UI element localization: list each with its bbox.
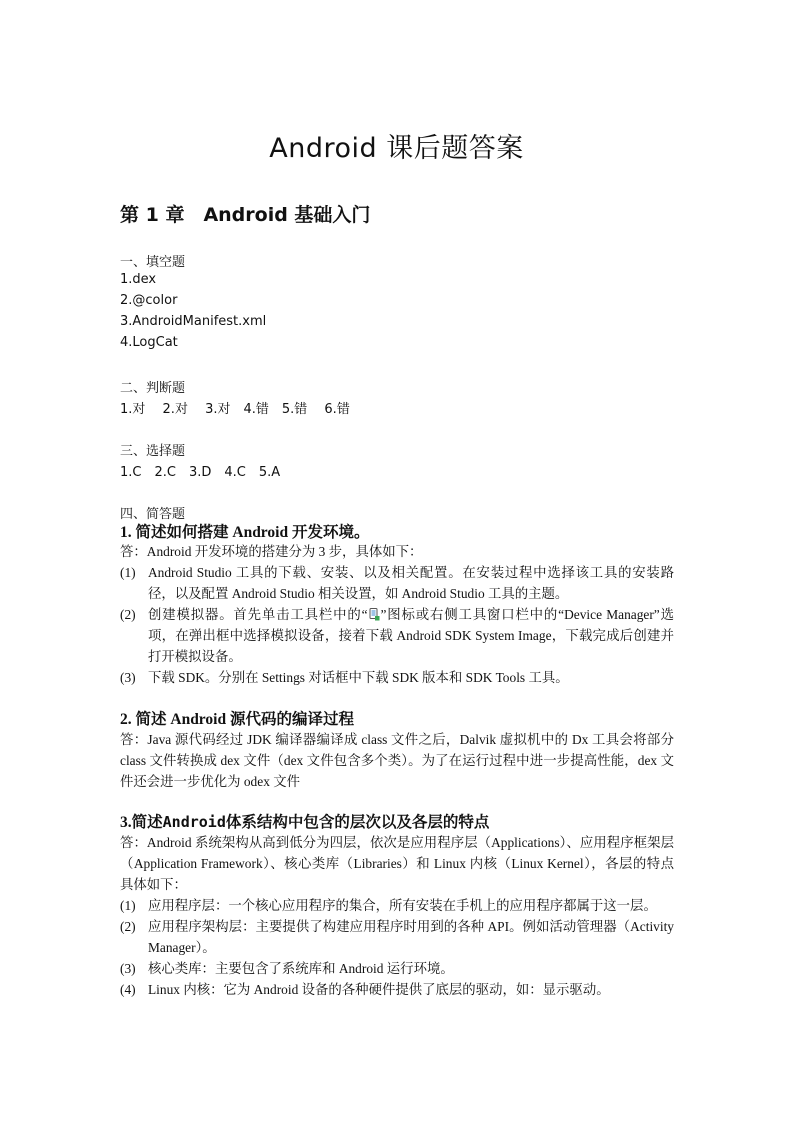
section-heading-short-answer: 四、简答题 [120, 507, 186, 522]
question-3-item-2 [120, 916, 674, 958]
device-manager-icon [369, 608, 380, 621]
question-1-intro: 答：Android 开发环境的搭建分为 3 步，具体如下： [120, 544, 423, 559]
title-code: Android [162, 813, 226, 831]
title-suffix: 体系结构中包含的层次以及各层的特点 [225, 814, 490, 831]
question-1-item-2 [120, 604, 674, 667]
section-heading-fill-blank: 一、填空题 [120, 255, 186, 270]
question-1-item-3 [120, 667, 674, 688]
item-number: (4) [120, 982, 136, 997]
item-text: 应用程序层：一个核心应用程序的集合，所有安装在手机上的应用程序都属于这一层。 [148, 898, 657, 913]
item-text [120, 604, 674, 667]
item-number: (2) [120, 919, 136, 934]
question-1-title: 1. 简述如何搭建 Android 开发环境。 [120, 524, 370, 541]
item-text: Android Studio 工具的下载、安装、以及相关配置。在安装过程中选择该工具的安装路径，以及配置 Android Studio 相关设置，如 Android Studio 工具的主题。 [148, 565, 674, 601]
title-prefix: 3.简述 [120, 814, 163, 831]
item-number: (1) [120, 565, 136, 580]
item-number: (3) [120, 670, 136, 685]
question-2-answer: 答：Java 源代码经过 JDK 编译器编译成 class 文件之后，Dalvik 虚拟机中的 Dx 工具会将部分 class 文件转换成 dex 文件（dex 文件包含多个类）。为了在运行过程中进一步提高性能，dex 文件还会进一步优化为 odex 文件 [120, 732, 674, 789]
fill-blank-answer-1: 1.dex [120, 272, 157, 287]
fill-blank-answer-2: 2.@color [120, 293, 178, 308]
item-text: Linux 内核：它为 Android 设备的各种硬件提供了底层的驱动，如：显示驱动。 [148, 982, 610, 997]
question-3-title [120, 810, 489, 832]
question-1-item-1 [120, 562, 674, 604]
item-number: (3) [120, 961, 136, 976]
item-text: 下载 SDK。分别在 Settings 对话框中下载 SDK 版本和 SDK Tools 工具。 [148, 670, 569, 685]
fill-blank-answer-4: 4.LogCat [120, 335, 178, 350]
item-number: (2) [120, 607, 136, 622]
choice-answers: 1.C 2.C 3.D 4.C 5.A [120, 465, 281, 480]
question-3-answer: 答：Android 系统架构从高到低分为四层，依次是应用程序层（Applications）、应用程序框架层（Application Framework）、核心类库（Libraries）和 Linux 内核（Linux Kernel），各层的特点具体如下： [120, 835, 674, 892]
item-text-before: 创建模拟器。首先单击工具栏中的“ [148, 607, 368, 622]
item-text-after: ”图标或右侧工具窗口栏中的“Device Manager”选项，在弹出框中选择模拟设备，接着下载 Android SDK System Image，下载完成后创建并打开模拟设备。 [148, 607, 674, 664]
question-3-item-4 [120, 979, 674, 1000]
question-3-item-3 [120, 958, 674, 979]
question-3-item-1 [120, 895, 674, 916]
page-title: Android 课后题答案 [269, 133, 524, 164]
section-heading-true-false: 二、判断题 [120, 381, 186, 396]
item-text: 应用程序架构层：主要提供了构建应用程序时用到的各种 API。例如活动管理器（Activity Manager）。 [148, 919, 674, 955]
fill-blank-answer-3: 3.AndroidManifest.xml [120, 314, 267, 329]
item-text: 核心类库：主要包含了系统库和 Android 运行环境。 [148, 961, 454, 976]
question-2-title: 2. 简述 Android 源代码的编译过程 [120, 711, 354, 728]
true-false-answers: 1.对 2.对 3.对 4.错 5.错 6.错 [120, 402, 350, 417]
item-number: (1) [120, 898, 136, 913]
section-heading-choice: 三、选择题 [120, 444, 186, 459]
chapter-heading: 第 1 章 Android 基础入门 [120, 204, 371, 226]
